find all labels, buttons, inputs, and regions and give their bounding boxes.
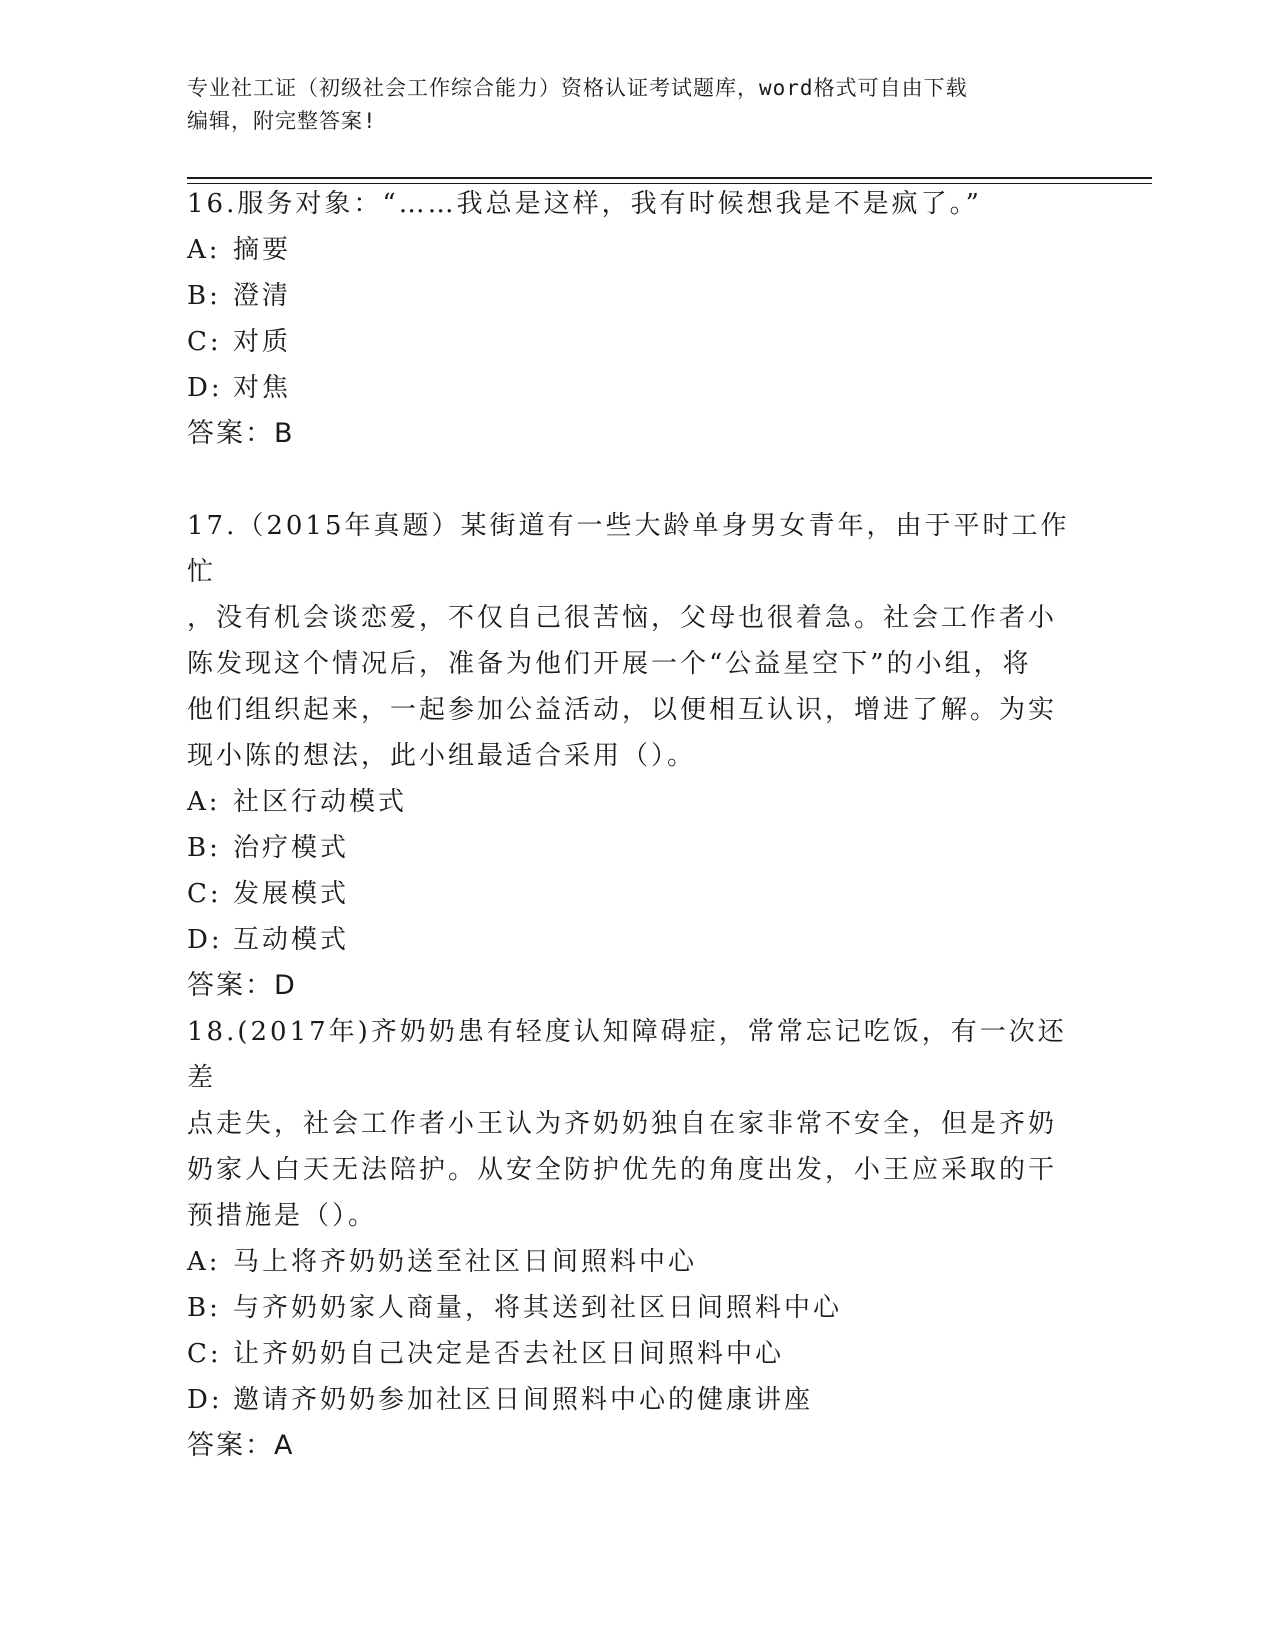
option-b <box>187 273 1087 319</box>
option-a <box>187 1239 1087 1285</box>
option-text: 澄清 <box>233 281 292 311</box>
option-text: 治疗模式 <box>233 833 350 863</box>
answer-line: 答案：D <box>187 970 297 1001</box>
option-text: 邀请齐奶奶参加社区日间照料中心的健康讲座 <box>233 1385 814 1415</box>
question-text-line: ，没有机会谈恋爱，不仅自己很苦恼，父母也很着急。社会工作者小 <box>187 603 1058 633</box>
question-text-line: 预措施是（）。 <box>187 1201 378 1231</box>
option-d <box>187 1377 1087 1423</box>
question-text-line: 他们组织起来，一起参加公益活动，以便相互认识，增进了解。为实 <box>187 695 1058 725</box>
option-letter: D: <box>187 373 223 403</box>
question-text-line: 17.（2015年真题）某街道有一些大龄单身男女青年，由于平时工作忙 <box>187 511 1070 587</box>
option-d <box>187 365 1087 411</box>
option-letter: A: <box>187 787 221 817</box>
answer-line: 答案：A <box>187 1430 295 1461</box>
option-text: 对焦 <box>233 373 292 403</box>
header-divider-thick <box>187 177 1152 179</box>
header-line-2: 编辑，附完整答案! <box>187 109 377 133</box>
option-letter: B: <box>187 281 221 311</box>
question-17 <box>187 503 1087 1009</box>
option-text: 社区行动模式 <box>233 787 408 817</box>
option-c <box>187 1331 1087 1377</box>
option-text: 对质 <box>233 327 292 357</box>
option-a <box>187 779 1087 825</box>
option-text: 摘要 <box>233 235 292 265</box>
option-letter: B: <box>187 833 221 863</box>
option-c <box>187 319 1087 365</box>
question-text-line: 现小陈的想法，此小组最适合采用（）。 <box>187 741 697 771</box>
option-letter: D: <box>187 925 223 955</box>
option-letter: C: <box>187 1339 222 1369</box>
question-18 <box>187 1009 1087 1469</box>
option-letter: D: <box>187 1385 223 1415</box>
option-letter: C: <box>187 327 222 357</box>
header-line-1: 专业社工证（初级社会工作综合能力）资格认证考试题库，word格式可自由下载 <box>187 76 968 100</box>
option-letter: C: <box>187 879 222 909</box>
option-text: 与齐奶奶家人商量，将其送到社区日间照料中心 <box>233 1293 843 1323</box>
option-d <box>187 917 1087 963</box>
option-text: 发展模式 <box>233 879 350 909</box>
question-text-line: 奶家人白天无法陪护。从安全防护优先的角度出发，小王应采取的干 <box>187 1155 1058 1185</box>
question-text-line: 点走失，社会工作者小王认为齐奶奶独自在家非常不安全，但是齐奶 <box>187 1109 1058 1139</box>
option-text: 互动模式 <box>233 925 350 955</box>
question-16 <box>187 181 1087 457</box>
option-letter: A: <box>187 235 221 265</box>
option-letter: A: <box>187 1247 221 1277</box>
question-text-line: 陈发现这个情况后，准备为他们开展一个“公益星空下”的小组，将 <box>187 649 1032 679</box>
answer-line: 答案：B <box>187 418 295 449</box>
question-text-line: 18.(2017年)齐奶奶患有轻度认知障碍症，常常忘记吃饭，有一次还差 <box>187 1017 1067 1093</box>
option-c <box>187 871 1087 917</box>
option-a <box>187 227 1087 273</box>
option-b <box>187 825 1087 871</box>
document-header <box>187 72 1087 138</box>
option-b <box>187 1285 1087 1331</box>
option-text: 马上将齐奶奶送至社区日间照料中心 <box>233 1247 698 1277</box>
option-letter: B: <box>187 1293 221 1323</box>
question-text-line: 16.服务对象：“……我总是这样，我有时候想我是不是疯了。” <box>187 189 982 219</box>
option-text: 让齐奶奶自己决定是否去社区日间照料中心 <box>233 1339 785 1369</box>
